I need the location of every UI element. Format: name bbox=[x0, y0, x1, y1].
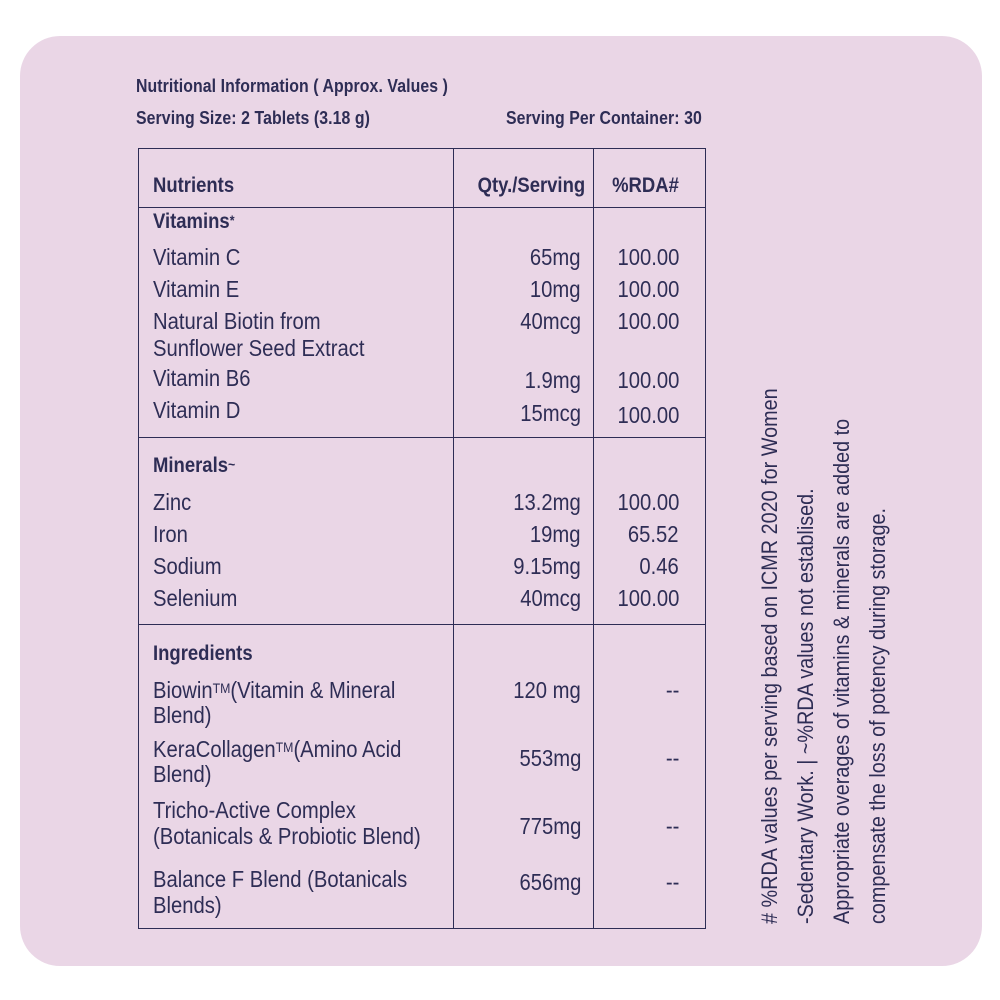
nutrient-qty: 40mcg bbox=[520, 308, 581, 334]
ingredient-name-line2: Blends) bbox=[153, 892, 222, 918]
ingredient-qty: 553mg bbox=[519, 745, 581, 771]
ingredient-name-line2: Blend) bbox=[153, 761, 212, 787]
nutrient-name: Zinc bbox=[153, 489, 192, 515]
ingredient-name: Balance F Blend (Botanicals bbox=[153, 866, 408, 892]
ingredient-name: Tricho-Active Complex bbox=[153, 797, 356, 823]
nutrient-qty: 1.9mg bbox=[524, 367, 581, 393]
nutrient-qty: 65mg bbox=[530, 244, 581, 270]
column-divider bbox=[453, 149, 454, 928]
nutrient-qty: 9.15mg bbox=[513, 553, 581, 579]
nutrient-name: Iron bbox=[153, 521, 188, 547]
ingredient-name-line2: Blend) bbox=[153, 702, 212, 728]
ingredient-name-line2: (Botanicals & Probiotic Blend) bbox=[153, 823, 421, 849]
nutrient-rda: 100.00 bbox=[617, 585, 679, 611]
column-header-nutrients: Nutrients bbox=[153, 174, 235, 197]
nutrient-name: Vitamin E bbox=[153, 276, 240, 302]
row-divider bbox=[139, 207, 705, 208]
nutrient-name: Sodium bbox=[153, 553, 222, 579]
nutrient-name: Natural Biotin from bbox=[153, 308, 321, 334]
nutrient-qty: 10mg bbox=[530, 276, 581, 302]
column-header-qty: Qty./Serving bbox=[477, 174, 585, 197]
nutrient-name: Vitamin D bbox=[153, 397, 241, 423]
nutrient-rda: 65.52 bbox=[628, 521, 679, 547]
ingredient-rda: -- bbox=[665, 813, 679, 839]
nutrient-qty: 19mg bbox=[530, 521, 581, 547]
ingredient-qty: 775mg bbox=[519, 813, 581, 839]
row-divider bbox=[139, 437, 705, 438]
nutrient-rda: 100.00 bbox=[617, 367, 679, 393]
nutrition-table bbox=[138, 148, 706, 929]
nutrient-qty: 40mcg bbox=[520, 585, 581, 611]
nutrition-title: Nutritional Information ( Approx. Values ) bbox=[136, 76, 449, 96]
nutrient-name-line2: Sunflower Seed Extract bbox=[153, 335, 365, 361]
section-heading-minerals: Minerals~ bbox=[153, 454, 236, 477]
serving-size: Serving Size: 2 Tablets (3.18 g) bbox=[136, 108, 371, 128]
nutrient-rda: 100.00 bbox=[617, 402, 679, 428]
nutrient-rda: 0.46 bbox=[639, 553, 679, 579]
column-header-rda: %RDA# bbox=[612, 174, 679, 197]
ingredient-rda: -- bbox=[665, 869, 679, 895]
serving-per-container: Serving Per Container: 30 bbox=[506, 108, 702, 128]
row-divider bbox=[139, 624, 705, 625]
nutrient-name: Selenium bbox=[153, 585, 238, 611]
nutrient-qty: 15mcg bbox=[520, 400, 581, 426]
ingredient-name: KeraCollagen™(Amino Acid bbox=[153, 736, 402, 762]
nutrient-rda: 100.00 bbox=[617, 244, 679, 270]
nutrient-name: Vitamin C bbox=[153, 244, 241, 270]
footnote-line: Appropriate overages of vitamins & minerals are added to bbox=[829, 418, 854, 924]
footnote-line: compensate the loss of potency during storage. bbox=[865, 507, 890, 924]
column-divider bbox=[593, 149, 594, 928]
nutrient-rda: 100.00 bbox=[617, 489, 679, 515]
nutrient-qty: 13.2mg bbox=[513, 489, 581, 515]
ingredient-rda: -- bbox=[665, 745, 679, 771]
nutrient-name: Vitamin B6 bbox=[153, 365, 251, 391]
ingredient-qty: 120 mg bbox=[513, 677, 581, 703]
nutrient-rda: 100.00 bbox=[617, 276, 679, 302]
rda-footnote bbox=[752, 204, 896, 924]
section-heading-vitamins: Vitamins* bbox=[153, 210, 235, 233]
ingredient-name: Biowin™(Vitamin & Mineral bbox=[153, 677, 396, 703]
footnote-line: # %RDA values per serving based on ICMR 2020 for Women bbox=[757, 388, 782, 924]
ingredient-rda: -- bbox=[665, 677, 679, 703]
section-heading-ingredients: Ingredients bbox=[153, 642, 253, 665]
ingredient-qty: 656mg bbox=[519, 869, 581, 895]
nutrient-rda: 100.00 bbox=[617, 308, 679, 334]
footnote-line: -Sedentary Work. | ~%RDA values not establised. bbox=[793, 488, 818, 924]
